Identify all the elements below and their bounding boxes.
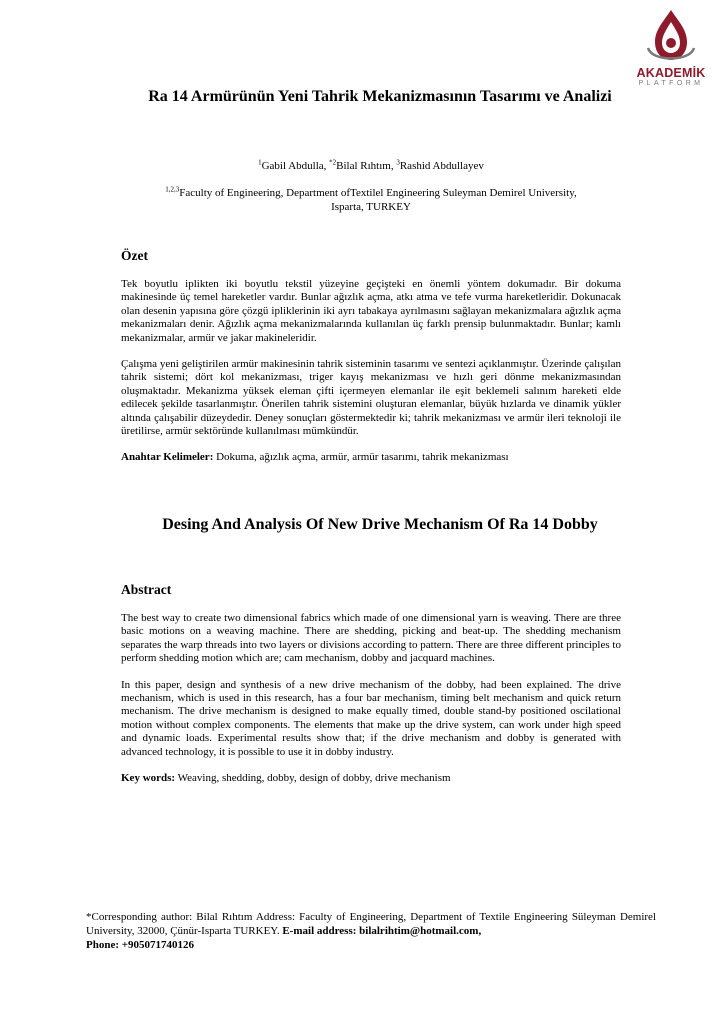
- author-1: Gabil Abdulla,: [261, 160, 330, 172]
- author-1-sup: 1: [258, 158, 262, 167]
- affiliation: [121, 186, 621, 214]
- logo-subtitle: PLATFORM: [638, 80, 704, 87]
- author-2-sup: *2: [329, 158, 337, 167]
- abstract-section: [121, 582, 621, 785]
- ozet-paragraph-2: Çalışma yeni geliştirilen armür makinesinin tahrik sisteminin tasarımı ve sentezi açıklanmıştır. Üzerinde çalışılan tahrik sistemi; dört kol mekanizması, triger kayış mekanizması ve hızlı geri dönme mekanizmasından oluşmaktadır. Mekanizma yüksek eleman çifti içermeyen elemanlar ile eşit beklemeli salınım hareketi elde edilecek şekilde tasarlanmıştır. Önerilen tahrik sistemini oluşturan elemanlar, büyük hızlarda ve dinamik yükler altında çalışabilir düzeydedir. Deney sonuçları göstermektedir ki; tahrik mekanizması ve armür ileri teknoloji ile üretilirse, armür sektöründe kullanılması mümkündür.: [121, 358, 621, 438]
- paper-title-en: Desing And Analysis Of New Drive Mechanism Of Ra 14 Dobby: [162, 516, 598, 533]
- abstract-keywords-text: Weaving, shedding, dobby, design of dobby, drive mechanism: [175, 772, 451, 785]
- ozet-paragraph-1: Tek boyutlu iplikten iki boyutlu tekstil yüzeyine geçişteki en önemli yöntem dokumadır. Bir dokuma makinesinde üç temel hareketler vardır. Bunlar ağızlık açma, atkı atma ve tefe vurma hareketleridir. Dokunacak olan desenin yapısına göre çözgü ipliklerinin iki ayrı tabakaya ayrılmasını sağlayan mekanizmalara ağızlık açma mekanizmaları denir. Ağızlık açma mekanizmalarında kullanılan üç farklı prensip bulunmaktadır. Bunlar; kamlı mekanizmalar, armür ve jakar makineleridir.: [121, 278, 621, 344]
- akademik-platform-logo: [630, 8, 712, 90]
- author-list: [121, 160, 621, 172]
- author-3-sup: 3: [396, 158, 400, 167]
- footnote-text: *Corresponding author: Bilal Rıhtım Address: Faculty of Engineering, Department of Textile Engineering Süleyman Demirel University, 32000, Çünür-Isparta TURKEY.: [86, 911, 656, 937]
- abstract-keywords: [121, 772, 621, 785]
- footnote-phone: Phone: +905071740126: [86, 939, 195, 951]
- affiliation-line-2: Isparta, TURKEY: [331, 201, 411, 213]
- ozet-keywords-label: Anahtar Kelimeler:: [121, 451, 214, 464]
- affiliation-line-1: Faculty of Engineering, Department ofTextilel Engineering Suleyman Demirel University,: [179, 187, 577, 199]
- logo-name: AKADEMİK: [636, 66, 706, 80]
- paper-title-tr: Ra 14 Armürünün Yeni Tahrik Mekanizmasının Tasarımı ve Analizi: [148, 88, 612, 105]
- ozet-keywords-text: Dokuma, ağızlık açma, armür, armür tasarımı, tahrik mekanizması: [213, 451, 509, 464]
- ozet-heading: Özet: [121, 248, 148, 263]
- author-3: Rashid Abdullayev: [399, 160, 484, 172]
- author-2: Bilal Rıhtım,: [336, 160, 397, 172]
- abstract-heading: Abstract: [121, 582, 172, 597]
- abstract-paragraph-2: In this paper, design and synthesis of a new drive mechanism of the dobby, had been explained. The drive mechanism, which is used in this research, has a four bar mechanism, timing belt mechanism and quick return mechanism. The drive mechanism is designed to make equally timed, double stand-by positioned oscilational motion without complex components. The elements that make up the drive system, can work under high speed and dynamic loads. Experimental results show that; if the drive mechanism and dobby is generated with advanced technology, it is possible to use it in dobby industry.: [121, 678, 621, 758]
- footnote-email: E-mail address: bilalrihtim@hotmail.com,: [282, 925, 482, 937]
- affiliation-sup: 1,2,3: [165, 185, 180, 194]
- logo-emblem-icon: [630, 8, 712, 68]
- abstract-keywords-label: Key words:: [121, 772, 176, 785]
- corresponding-author-footnote: [86, 910, 656, 952]
- ozet-keywords: [121, 451, 621, 464]
- ozet-section: [121, 248, 621, 465]
- abstract-paragraph-1: The best way to create two dimensional fabrics which made of one dimensional yarn is weaving. There are three basic motions on a weaving machine. There are shedding, picking and beat-up. The shedding mechanism separates the warp threads into two layers or divisions according to pattern. There are three different principles to perform shedding motion which are; cam mechanism, dobby and jacquard machines.: [121, 612, 621, 665]
